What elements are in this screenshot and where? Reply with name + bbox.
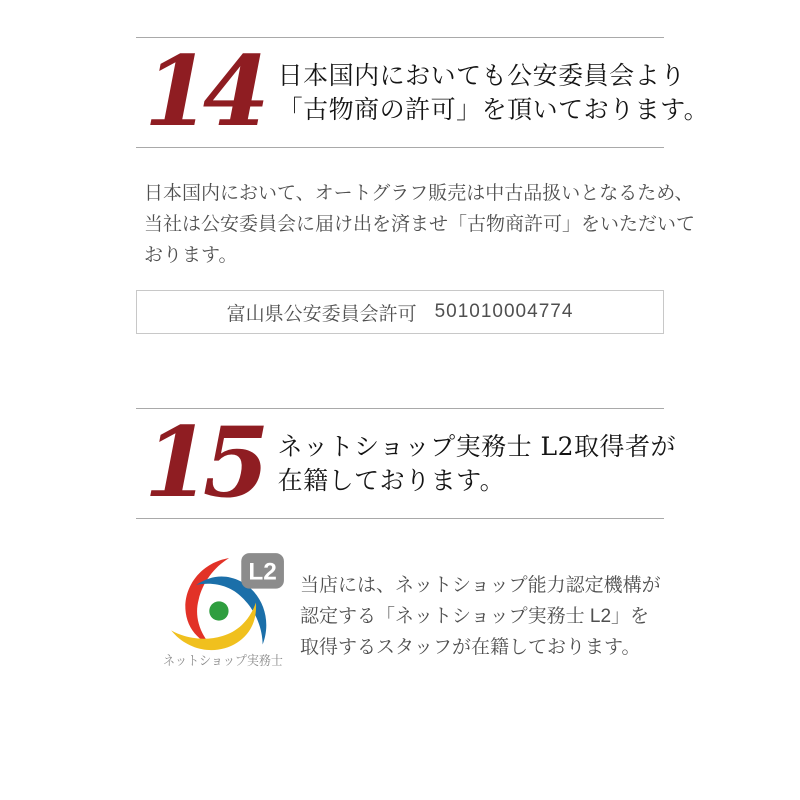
section-14 [136,35,710,334]
section-14-title-line1: 日本国内においても公安委員会より [277,60,686,90]
section-15-body-line1: 当店には、ネットショップ能力認定機構が [300,575,661,596]
netshop-jitsumushi-l2-logo [160,548,288,674]
netshop-logo-graphic [160,548,288,674]
section-15-title-line2: 在籍しております。 [277,465,506,495]
license-box [136,290,664,334]
section-15-title [278,430,676,498]
license-label: 富山県公安委員会許可 [226,303,417,325]
section-15-heading-band [136,406,677,520]
section-14-body [144,178,696,271]
section-15 [136,406,677,674]
section-14-title [278,59,710,127]
section-15-title-line1: ネットショップ実務士 L2取得者が [277,431,677,461]
section-15-body-line3: 取得するスタッフが在籍しております。 [300,637,641,658]
section-15-content-row [136,548,664,674]
section-14-number: 14 [144,35,262,149]
logo-red-swoosh-shape [185,558,229,645]
section-14-body-line1: 日本国内において、オートグラフ販売は中古品扱いとなるため、 [144,183,694,204]
section-14-title-line2: 「古物商の許可」を頂いております。 [277,94,710,124]
section-15-body-line2: 認定する「ネットショップ実務士 L2」を [300,606,650,627]
section-14-heading-band [136,35,710,149]
license-number: 501010004774 [434,301,574,322]
l2-badge-label: L2 [248,558,277,586]
content-column [136,0,710,674]
section-14-body-line3: おります。 [144,245,238,266]
logo-caption: ネットショップ実務士 [163,652,283,668]
section-15-body [300,570,661,663]
section-15-number: 15 [144,406,262,520]
section-14-body-line2: 当社は公安委員会に届け出を済ませ「古物商許可」をいただいて [144,214,696,235]
logo-green-dot [209,601,228,620]
